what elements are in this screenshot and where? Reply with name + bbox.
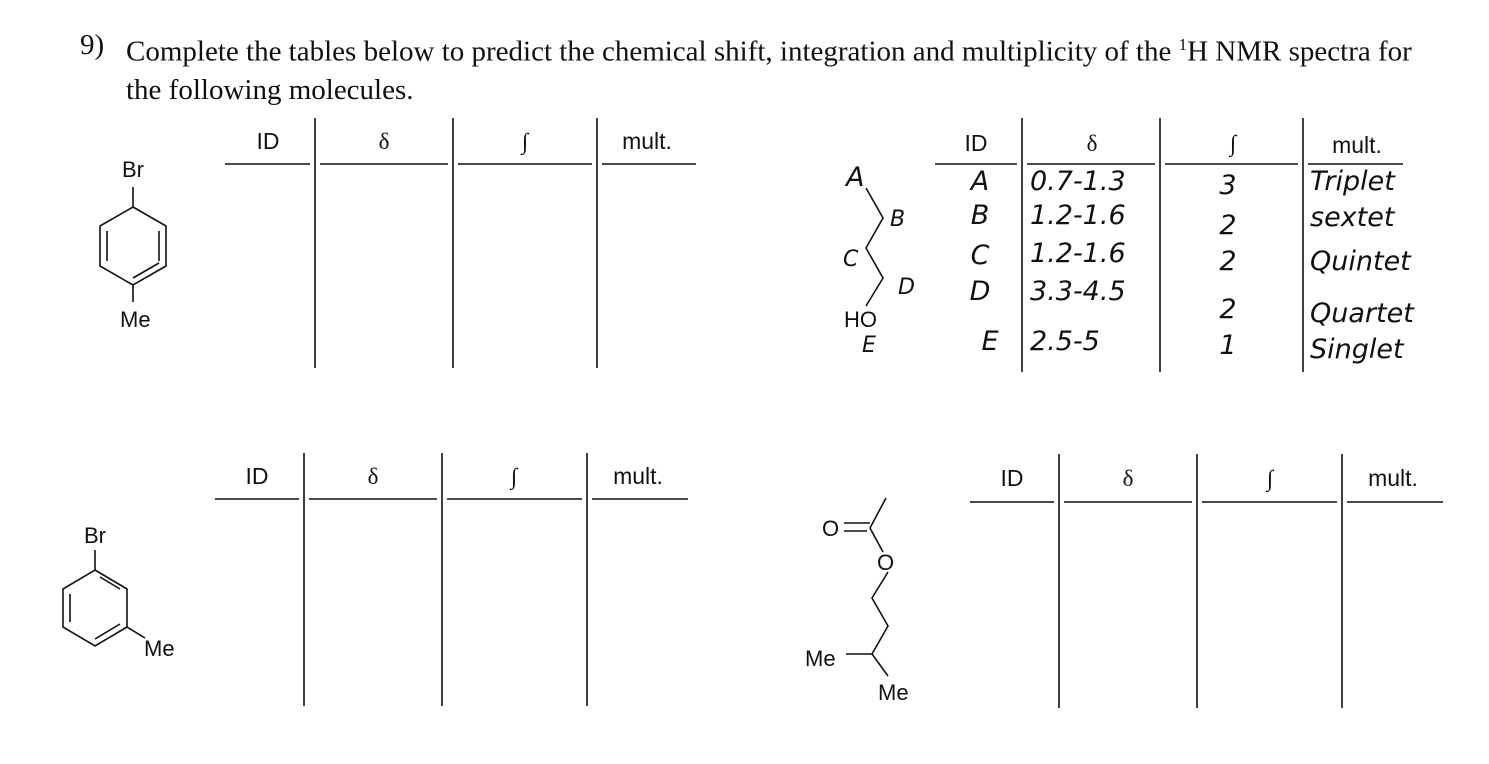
row-d-mult: Quartet [1310, 298, 1414, 329]
t4-header-id: ID [1000, 465, 1024, 491]
m3-label-e: E [862, 333, 876, 358]
row-c-integral: 2 [1219, 246, 1237, 277]
t1-header-mult: mult. [622, 128, 672, 154]
row-e-integral: 1 [1219, 330, 1237, 361]
molecule-isopentyl-acetate [844, 498, 888, 676]
row-d-integral: 2 [1219, 294, 1237, 325]
t3-header-delta: δ [1086, 131, 1098, 156]
table-1-grid [225, 118, 696, 368]
table-row [969, 166, 1396, 201]
row-a-mult: Triplet [1310, 166, 1395, 197]
question-text-start: Complete the tables below to predict the chemical shift, integration and multiplicity of the [126, 35, 1179, 68]
m3-label-d: D [898, 275, 915, 300]
table-row [971, 200, 1396, 241]
question-number: 9) [80, 29, 105, 61]
t3-header-mult: mult. [1332, 132, 1382, 158]
m4-me-left-label: Me [805, 646, 836, 671]
m3-label-a: A [846, 162, 865, 193]
row-e-delta: 2.5-5 [1030, 326, 1100, 357]
row-e-mult: Singlet [1310, 334, 1404, 365]
t2-header-id: ID [245, 463, 269, 489]
t3-header-id: ID [964, 130, 988, 156]
t4-header-delta: δ [1122, 466, 1134, 491]
t1-header-delta: δ [378, 129, 390, 154]
question-superscript: 1 [1178, 35, 1188, 54]
table-2-grid [215, 453, 688, 706]
t2-header-mult: mult. [613, 463, 663, 489]
t2-header-integral: ∫ [510, 464, 518, 489]
row-b-integral: 2 [1219, 210, 1237, 241]
m3-label-c: C [843, 247, 859, 272]
molecule-butanol [866, 188, 883, 306]
m1-br-label: Br [122, 157, 144, 182]
t4-header-mult: mult. [1368, 465, 1418, 491]
t3-header-integral: ∫ [1229, 131, 1237, 156]
molecule-3-bromotoluene [63, 550, 145, 646]
m3-label-b: B [890, 207, 906, 232]
table-3-header [965, 130, 1382, 158]
t2-header-delta: δ [367, 464, 379, 489]
row-a-integral: 3 [1219, 170, 1237, 201]
row-d-delta: 3.3-4.5 [1030, 276, 1126, 307]
row-c-delta: 1.2-1.6 [1030, 238, 1126, 269]
row-c-mult: Quintet [1310, 246, 1411, 277]
t1-header-integral: ∫ [521, 129, 529, 154]
row-e-id: E [981, 326, 999, 357]
row-a-delta: 0.7-1.3 [1030, 166, 1126, 197]
t1-header-id: ID [256, 128, 280, 154]
m4-me-bottom-label: Me [878, 680, 909, 705]
m2-br-label: Br [84, 523, 106, 548]
m3-ho-label: HO [844, 307, 877, 332]
table-4-header [1001, 465, 1418, 493]
m1-me-label: Me [120, 307, 151, 332]
row-c-id: C [970, 240, 990, 271]
molecule-4-bromotoluene [100, 187, 166, 302]
row-d-id: D [969, 276, 991, 307]
row-b-mult: sextet [1310, 202, 1395, 233]
row-a-id: A [970, 166, 990, 197]
table-row [971, 238, 1413, 277]
table-4-grid [970, 454, 1443, 708]
row-b-id: B [970, 200, 990, 231]
m2-me-label: Me [144, 636, 175, 661]
table-3-body [969, 166, 1415, 365]
t4-header-integral: ∫ [1266, 466, 1274, 491]
table-1-header [257, 128, 672, 156]
table-2-header [246, 463, 663, 491]
table-row [981, 326, 1405, 365]
table-row [970, 276, 1416, 329]
m4-carbonyl-o-label: O [822, 516, 840, 541]
row-b-delta: 1.2-1.6 [1030, 200, 1126, 231]
question-text-end: H NMR spectra for the following molecules. [126, 35, 1412, 106]
m4-ester-o-label: O [877, 550, 895, 575]
